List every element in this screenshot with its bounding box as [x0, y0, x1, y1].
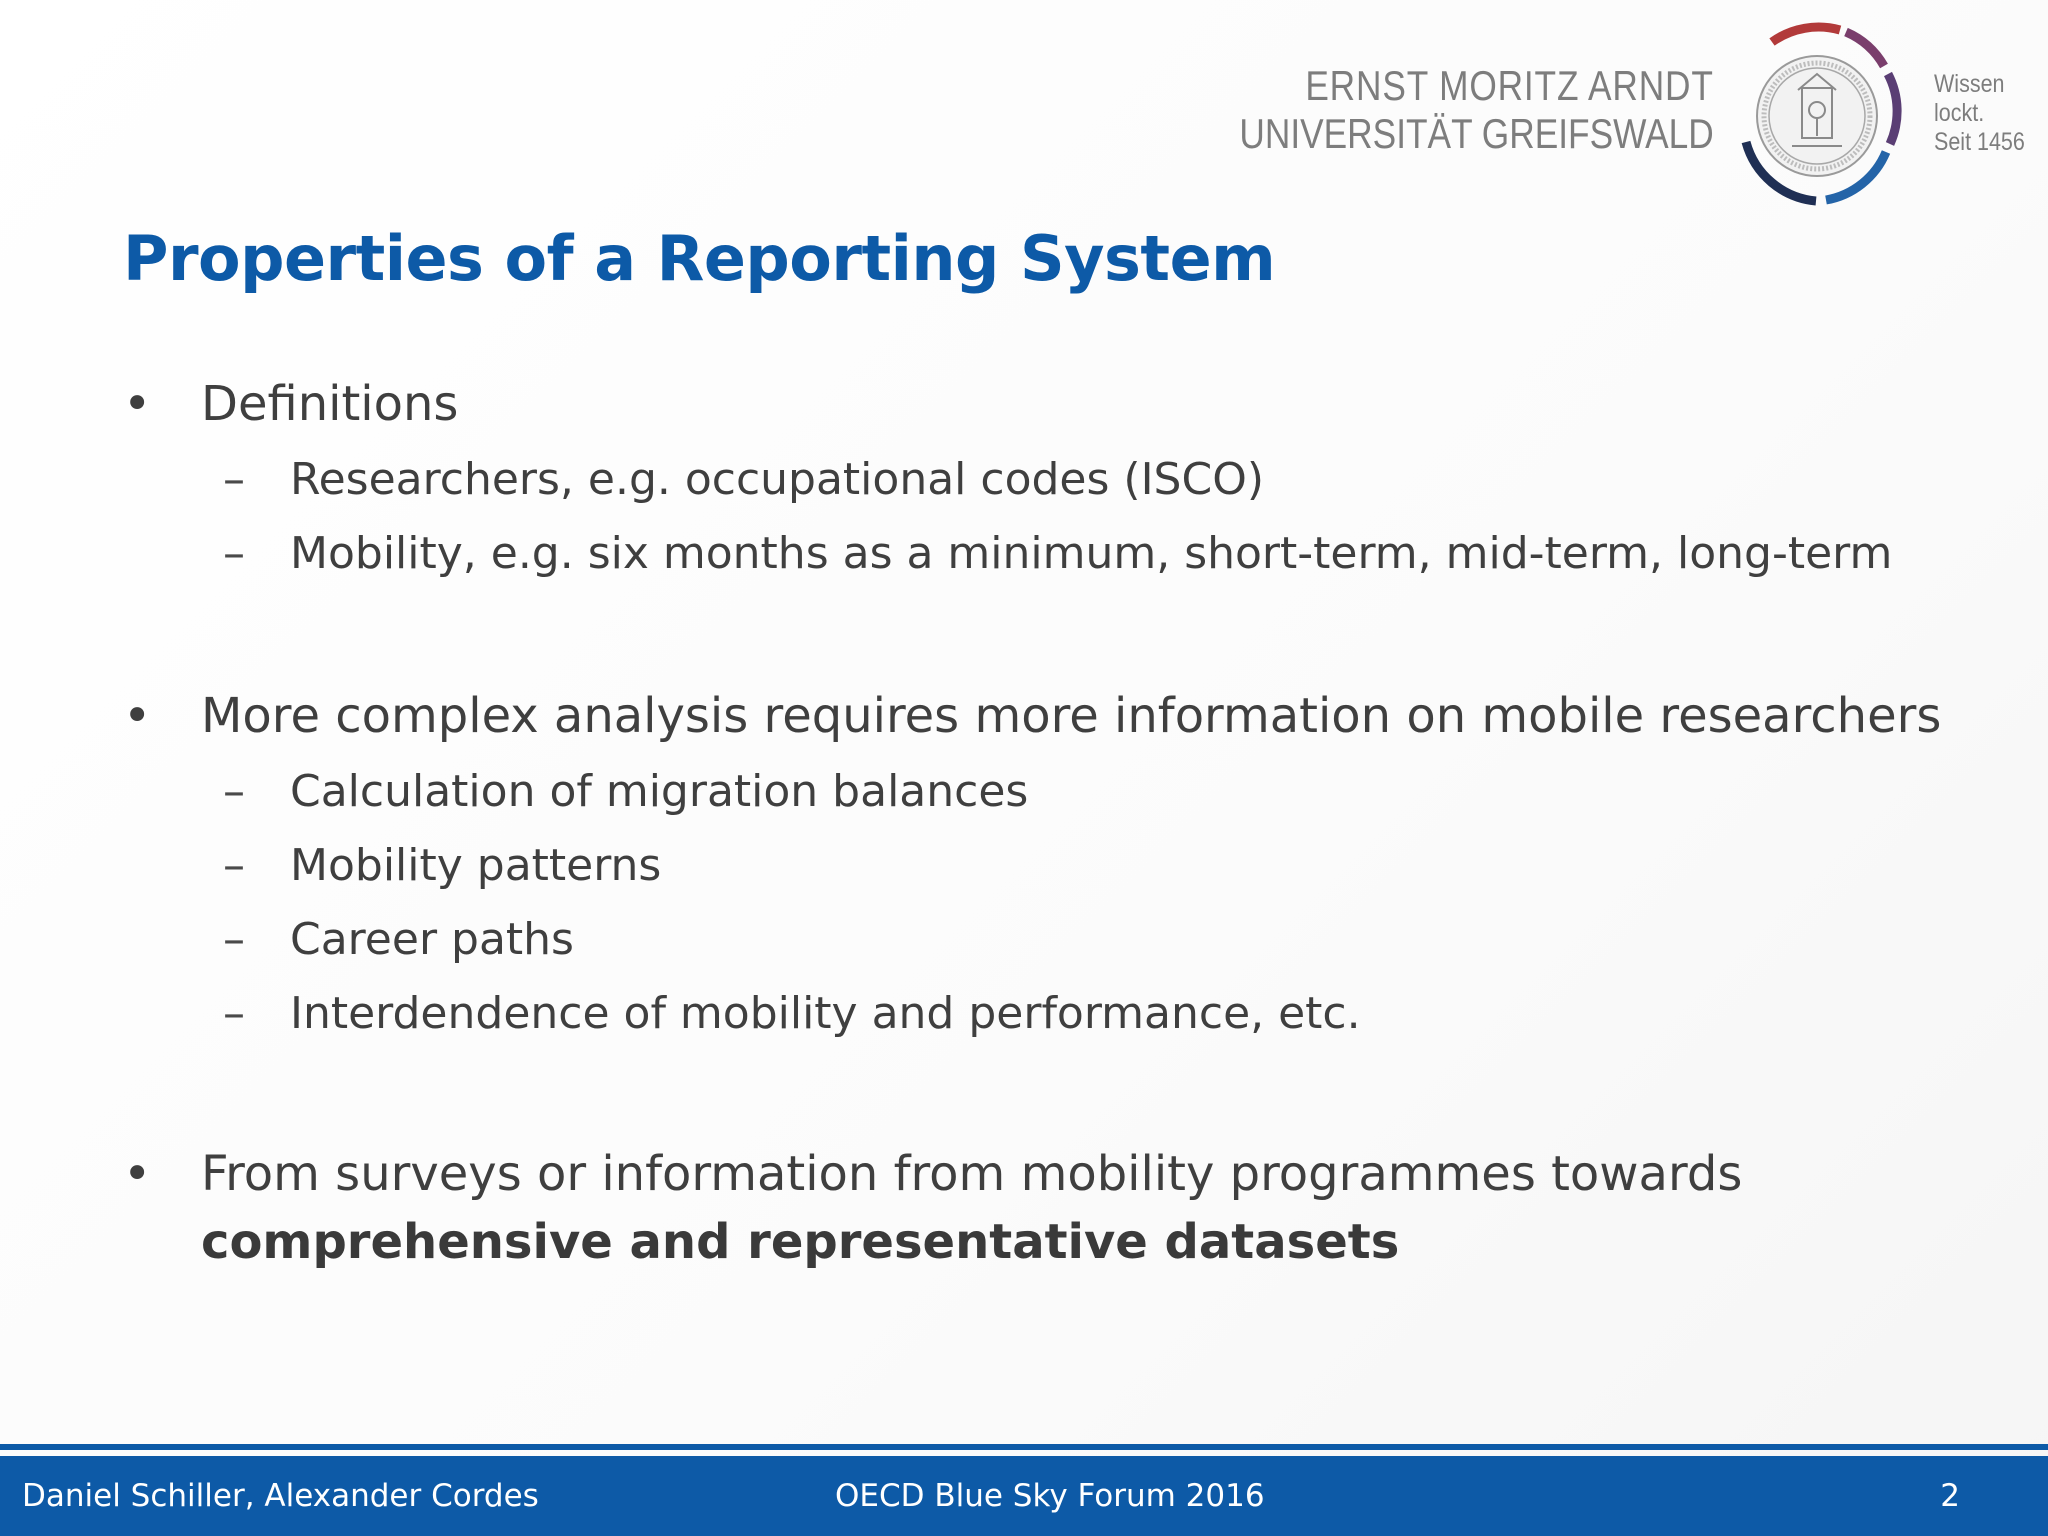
- sub-bullet-text: Career paths: [290, 914, 574, 965]
- sub-bullet-text: Mobility patterns: [290, 840, 662, 891]
- sub-bullet-marker: –: [223, 914, 245, 965]
- bullet-text-bold: comprehensive and representative datasets: [201, 1214, 1400, 1270]
- bullet-text: Definitions: [201, 376, 459, 432]
- sub-bullet-text: Mobility, e.g. six months as a minimum, short-term, mid-term, long-term: [290, 528, 1893, 579]
- sub-bullet-text: Researchers, e.g. occupational codes (ISCO): [290, 454, 1264, 505]
- footer-divider: [0, 1444, 2048, 1450]
- university-logo-text: [1240, 62, 1714, 158]
- tagline-line: lockt.: [1934, 99, 1985, 127]
- bullet-text: More complex analysis requires more information on mobile researchers: [201, 688, 1942, 744]
- sub-bullet-marker: –: [223, 988, 245, 1039]
- sub-bullet-marker: –: [223, 528, 245, 579]
- sub-bullet-marker: –: [223, 840, 245, 891]
- sub-bullet-text: Calculation of migration balances: [290, 766, 1029, 817]
- bullet-marker: •: [123, 1146, 152, 1202]
- bullet-marker: •: [123, 688, 152, 744]
- footer-authors: Daniel Schiller, Alexander Cordes: [22, 1478, 539, 1514]
- university-name-line1: ERNST MORITZ ARNDT: [1305, 62, 1714, 109]
- slide-footer: [0, 1456, 2048, 1536]
- sub-bullet-marker: –: [223, 454, 245, 505]
- university-tagline: [1934, 70, 2025, 157]
- sub-bullet-text: Interdendence of mobility and performance, etc.: [290, 988, 1361, 1039]
- university-name-line2: UNIVERSITÄT GREIFSWALD: [1239, 110, 1714, 157]
- footer-event: OECD Blue Sky Forum 2016: [835, 1478, 1265, 1514]
- sub-bullet-marker: –: [223, 766, 245, 817]
- slide-title: Properties of a Reporting System: [123, 222, 1276, 295]
- tagline-line: Seit 1456: [1934, 128, 2025, 156]
- page-number: 2: [1940, 1478, 1960, 1514]
- bullet-marker: •: [123, 376, 152, 432]
- tagline-line: Wissen: [1934, 70, 2005, 98]
- bullet-text: From surveys or information from mobility programmes towards: [201, 1146, 1743, 1202]
- university-seal-icon: [1732, 18, 1902, 208]
